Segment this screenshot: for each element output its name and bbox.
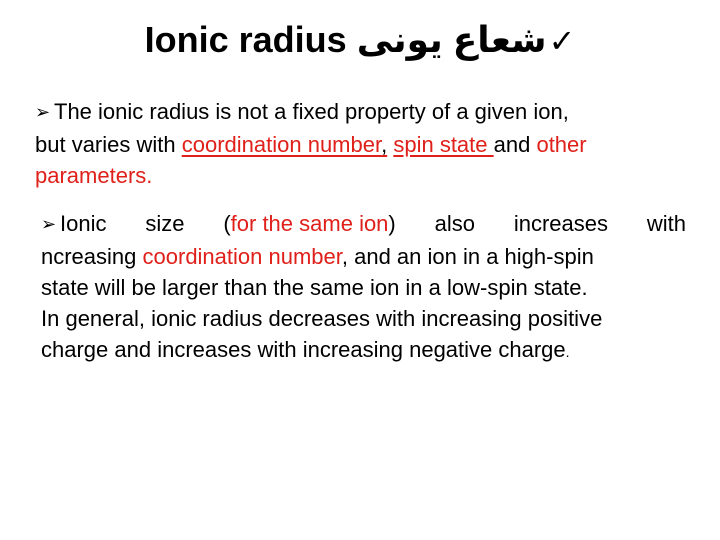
slide-title — [0, 14, 720, 67]
keyword-spin-state: spin state — [393, 132, 494, 157]
para2-paren-group: (for the same ion) — [223, 211, 396, 236]
checkmark-icon: ✓ — [548, 23, 576, 59]
keyword-ion: ion — [359, 211, 389, 236]
keyword-for-the-same: for the same — [230, 211, 353, 236]
title-arabic: شعاع یونی — [356, 19, 547, 60]
para2-line-2: ncreasing coordination number, and an ion in a high-spin — [41, 244, 594, 269]
para2-word-also: also — [434, 211, 475, 236]
paragraph-ionic-size — [41, 208, 686, 368]
para1-text-1: The ionic radius is not a fixed property of a given ion, — [54, 99, 569, 124]
para2-line-5: charge and increases with increasing negative charge. — [41, 337, 570, 362]
para1-line-1 — [35, 96, 695, 129]
keyword-coordination-number-2: coordination number — [142, 244, 342, 269]
paragraph-ionic-radius-definition — [35, 96, 695, 191]
keyword-parameters: parameters. — [35, 163, 153, 188]
para1-line-2 — [35, 129, 695, 160]
keyword-other: other — [536, 132, 587, 157]
para2-word-with: with — [646, 211, 686, 236]
para2-line-1 — [41, 208, 686, 241]
para2-word-size: size — [145, 211, 185, 236]
para2-final-period: . — [565, 344, 570, 360]
para2-word-increases: increases — [513, 211, 608, 236]
para1-and: and — [493, 132, 537, 157]
para2-word-ionic: ➢ Ionic — [41, 208, 106, 241]
keyword-coordination-number: coordination number — [181, 132, 382, 157]
para1-comma: , — [381, 132, 388, 157]
title-english: Ionic radius — [144, 19, 347, 60]
para2-line-3: state will be larger than the same ion in a low-spin state. — [41, 275, 588, 300]
arrow-bullet-icon: ➢ — [41, 214, 57, 234]
para2-line-4: In general, ionic radius decreases with increasing positive — [41, 306, 603, 331]
arrow-bullet-icon: ➢ — [35, 102, 51, 122]
para1-text-2a: but varies with — [35, 132, 182, 157]
